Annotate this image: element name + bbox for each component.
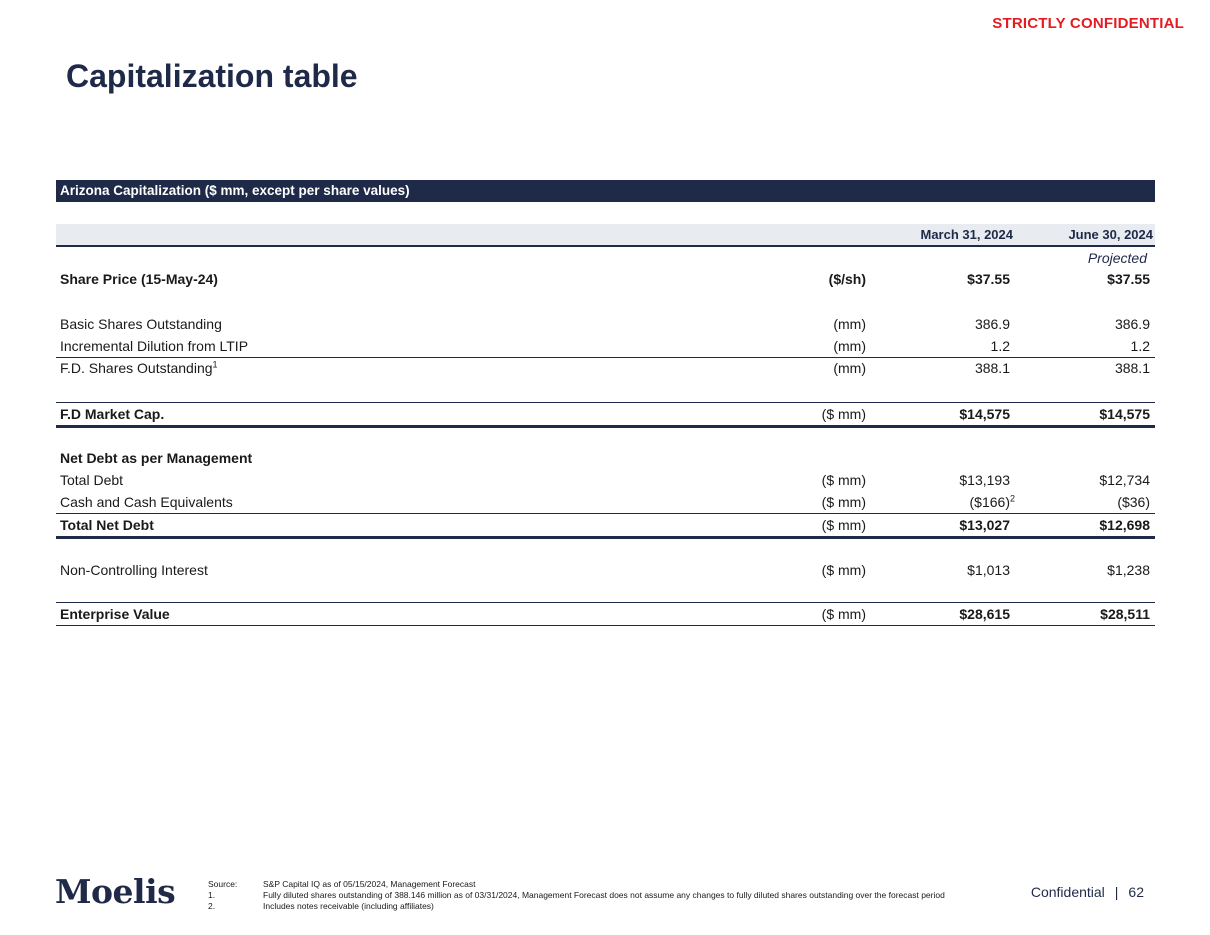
- row-value-june: $12,734: [1099, 472, 1150, 488]
- row-unit: ($/sh): [828, 271, 866, 287]
- row-unit: ($ mm): [821, 494, 866, 510]
- row-value-june: $37.55: [1107, 271, 1150, 287]
- table-row-market-cap: [56, 402, 1155, 428]
- row-label: [60, 360, 218, 376]
- table-row-total-net-debt: [56, 514, 1155, 539]
- row-label: Cash and Cash Equivalents: [60, 494, 233, 510]
- row-label: Total Net Debt: [60, 517, 154, 533]
- row-value-march: 1.2: [990, 338, 1010, 354]
- column-header-june: June 30, 2024: [1068, 227, 1153, 242]
- footnote-key: 1.: [208, 890, 216, 900]
- footnote-key: Source:: [208, 879, 238, 889]
- row-value-march: $28,615: [959, 606, 1010, 622]
- footnote-ref-1: 1: [212, 359, 218, 370]
- footnote-ref-2: 2: [1009, 493, 1015, 504]
- row-value-march: $13,193: [959, 472, 1010, 488]
- row-unit: ($ mm): [821, 562, 866, 578]
- row-unit: (mm): [833, 360, 866, 376]
- row-value-march-text: ($166): [969, 494, 1010, 510]
- table-row-total-debt: [56, 469, 1155, 491]
- row-label: Incremental Dilution from LTIP: [60, 338, 249, 354]
- footnote-key: 2.: [208, 901, 216, 911]
- page-number: 62: [1128, 884, 1144, 900]
- table-row-nci: [56, 559, 1155, 581]
- footnote-text: S&P Capital IQ as of 05/15/2024, Management Forecast: [263, 879, 476, 889]
- row-value-june: $14,575: [1099, 406, 1150, 422]
- row-value-march: 386.9: [974, 316, 1010, 332]
- table-row-fd-shares: [56, 357, 1155, 379]
- row-label: F.D Market Cap.: [60, 406, 165, 422]
- row-unit: ($ mm): [821, 606, 866, 622]
- row-value-june: $1,238: [1107, 562, 1150, 578]
- row-label: Share Price (15-May-24): [60, 271, 218, 287]
- footnote-source: [208, 879, 945, 890]
- row-value-march: $14,575: [959, 406, 1010, 422]
- table-row-dilution: [56, 335, 1155, 358]
- row-unit: (mm): [833, 316, 866, 332]
- footnote-1: [208, 890, 945, 901]
- row-unit: ($ mm): [821, 406, 866, 422]
- row-value-june: ($36): [1117, 494, 1150, 510]
- capitalization-table: [56, 180, 1155, 622]
- column-headers: [56, 224, 1155, 247]
- footnotes: [208, 879, 945, 912]
- row-value-june: $12,698: [1099, 517, 1150, 533]
- moelis-logo: Moelis: [55, 872, 176, 911]
- strictly-confidential-label: STRICTLY CONFIDENTIAL: [992, 15, 1184, 32]
- confidential-footer-label: Confidential: [1030, 884, 1105, 900]
- row-label: Non-Controlling Interest: [60, 562, 208, 578]
- row-value-june: 1.2: [1130, 338, 1150, 354]
- page-title: Capitalization table: [66, 58, 358, 94]
- table-row-cash: [56, 491, 1155, 514]
- table-row-enterprise-value: [56, 602, 1155, 626]
- row-value-march: $13,027: [959, 517, 1010, 533]
- row-value-june: 388.1: [1114, 360, 1150, 376]
- row-unit: (mm): [833, 338, 866, 354]
- row-label: Basic Shares Outstanding: [60, 316, 222, 332]
- table-row-basic-shares: [56, 313, 1155, 335]
- table-row-share-price: [56, 268, 1155, 290]
- table-row-net-debt-header: [56, 447, 1155, 469]
- footnote-text: Includes notes receivable (including affiliates): [263, 901, 434, 911]
- row-unit: ($ mm): [821, 517, 866, 533]
- row-label: Net Debt as per Management: [60, 450, 253, 466]
- row-value-june: $28,511: [1100, 606, 1150, 622]
- footnote-2: [208, 901, 945, 912]
- column-header-march: March 31, 2024: [920, 227, 1013, 242]
- row-unit: ($ mm): [821, 472, 866, 488]
- row-label-text: F.D. Shares Outstanding: [60, 360, 213, 376]
- row-label: Enterprise Value: [60, 606, 170, 622]
- row-value-march: 388.1: [974, 360, 1010, 376]
- table-title: Arizona Capitalization ($ mm, except per share values): [56, 180, 1155, 202]
- projected-label: Projected: [1087, 250, 1147, 266]
- row-value-march: $37.55: [967, 271, 1010, 287]
- row-value-june: 386.9: [1114, 316, 1150, 332]
- row-value-march: [970, 494, 1015, 510]
- footnote-text: Fully diluted shares outstanding of 388.146 million as of 03/31/2024, Management Forecast does not assume any changes to fully diluted shares outstanding over the forecast period: [263, 890, 945, 900]
- row-value-march: $1,013: [967, 562, 1010, 578]
- page-footer: [1031, 884, 1144, 900]
- footer-separator: |: [1114, 884, 1119, 900]
- row-label: Total Debt: [60, 472, 124, 488]
